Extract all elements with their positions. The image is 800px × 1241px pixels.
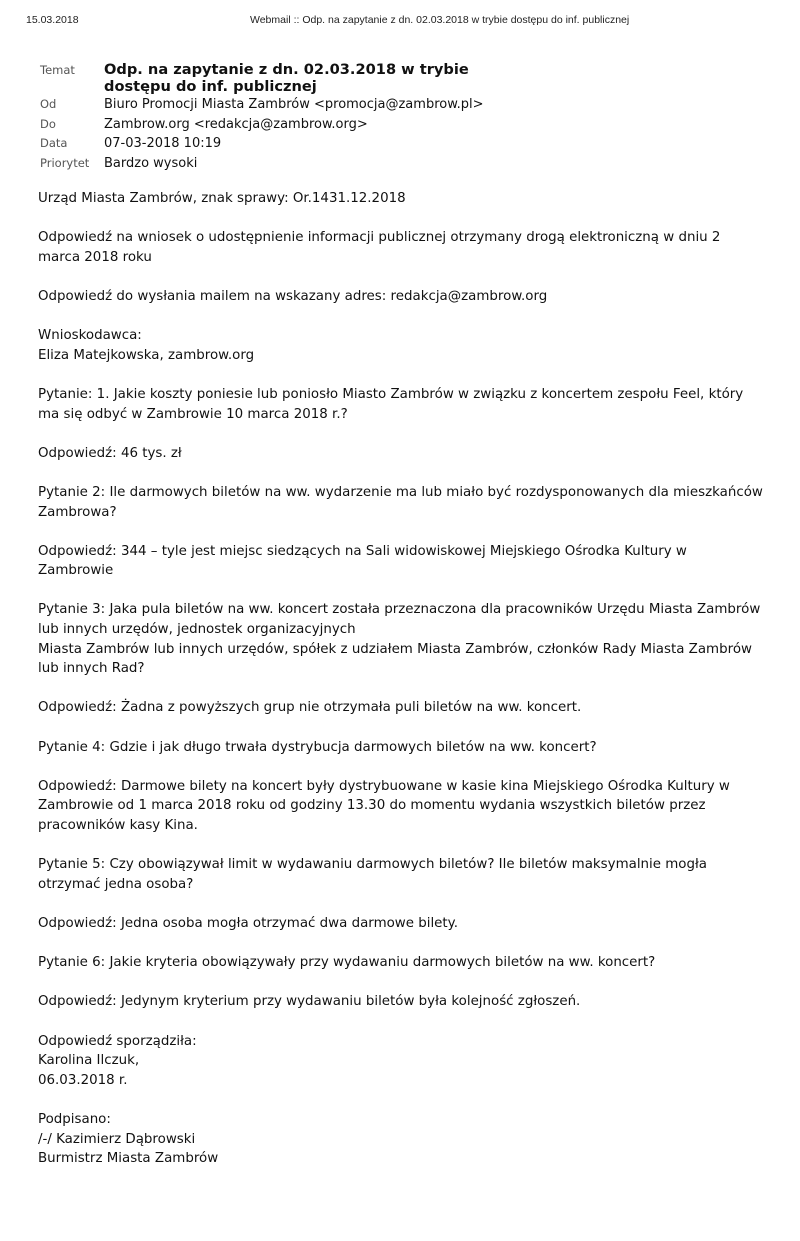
body-line: Pytanie 5: Czy obowiązywał limit w wydawaniu darmowych biletów? Ile biletów maksymalnie mogła — [38, 857, 708, 873]
subject-row — [40, 52, 760, 95]
priority-row — [40, 156, 760, 176]
date-label: Data — [40, 136, 68, 150]
body-line: Podpisano: — [38, 1111, 111, 1127]
to-label: Do — [40, 116, 56, 131]
print-date: 15.03.2018 — [26, 14, 79, 26]
subject-line: Odp. na zapytanie z dn. 02.03.2018 w trybie — [104, 61, 469, 78]
body-line: Miasta Zambrów lub innych urzędów, spółek z udziałem Miasta Zambrów, członków Rady Miasta Zambrów — [38, 641, 752, 657]
signature-block — [38, 1110, 778, 1169]
subject-line: dostępu do inf. publicznej — [104, 78, 317, 95]
body-line: Eliza Matejkowska, zambrow.org — [38, 347, 255, 363]
from-label: Od — [40, 97, 57, 111]
reference-paragraph — [38, 189, 778, 209]
body-line: Pytanie: 1. Jakie koszty poniesie lub poniosło Miasto Zambrów w związku z koncertem zespołu Feel, który — [38, 386, 744, 402]
print-header — [0, 14, 800, 28]
answer-5 — [38, 914, 778, 934]
body-line: Zambrowa? — [38, 504, 117, 520]
body-line: Burmistrz Miasta Zambrów — [38, 1151, 219, 1167]
question-2 — [38, 483, 778, 522]
question-4 — [38, 738, 778, 758]
body-line: Odpowiedź do wysłania mailem na wskazany adres: redakcja@zambrow.org — [38, 288, 548, 304]
body-line: Odpowiedź na wniosek o udostępnienie informacji publicznej otrzymany drogą elektroniczną w dniu 2 — [38, 230, 721, 246]
prepared-by — [38, 1032, 778, 1091]
message-headers — [40, 52, 760, 175]
body-line: Zambrowie — [38, 563, 114, 579]
from-value[interactable]: Biuro Promocji Miasta Zambrów <promocja@zambrow.pl> — [104, 97, 484, 112]
body-line: pracowników kasy Kina. — [38, 818, 198, 833]
answer-6 — [38, 992, 778, 1012]
question-3 — [38, 600, 778, 678]
body-line: marca 2018 roku — [38, 249, 152, 265]
subject-value — [104, 61, 469, 95]
to-row — [40, 117, 760, 137]
intro-paragraph — [38, 228, 778, 267]
answer-1 — [38, 444, 778, 464]
body-line: Odpowiedź: Jedynym kryterium przy wydawaniu biletów była kolejność zgłoszeń. — [38, 994, 581, 1010]
question-6 — [38, 953, 778, 973]
body-line: Karolina Ilczuk, — [38, 1053, 140, 1069]
body-line: Odpowiedź: 344 – tyle jest miejsc siedzących na Sali widowiskowej Miejskiego Ośrodka Kultury w — [38, 543, 687, 559]
question-1 — [38, 385, 778, 424]
body-line: lub innych Rad? — [38, 661, 145, 677]
applicant-paragraph — [38, 326, 778, 365]
body-line: Pytanie 2: Ile darmowych biletów na ww. wydarzenie ma lub miało być rozdysponowanych dla mieszkańców — [38, 484, 763, 500]
answer-4 — [38, 777, 778, 836]
message-body — [38, 189, 778, 1188]
body-line: /-/ Kazimierz Dąbrowski — [38, 1131, 196, 1147]
answer-2 — [38, 542, 778, 581]
body-line: otrzymać jedna osoba? — [38, 876, 194, 892]
body-line: Odpowiedź: 46 tys. zł — [38, 445, 182, 461]
body-line: lub innych urzędów, jednostek organizacyjnych — [38, 622, 356, 638]
priority-label: Priorytet — [40, 155, 90, 170]
answer-3 — [38, 698, 778, 718]
body-line: Odpowiedź: Darmowe bilety na koncert były dystrybuowane w kasie kina Miejskiego Ośrodka Kultury w — [38, 778, 730, 794]
body-line: Pytanie 4: Gdzie i jak długo trwała dystrybucja darmowych biletów na ww. koncert? — [38, 739, 597, 755]
body-line: 06.03.2018 r. — [38, 1072, 128, 1088]
date-row — [40, 136, 760, 156]
question-5 — [38, 855, 778, 894]
body-line: Odpowiedź: Jedna osoba mogła otrzymać dwa darmowe bilety. — [38, 915, 458, 931]
body-line: Pytanie 6: Jakie kryteria obowiązywały przy wydawaniu darmowych biletów na ww. koncert? — [38, 955, 656, 971]
body-line: Odpowiedź: Żadna z powyższych grup nie otrzymała puli biletów na ww. koncert. — [38, 700, 582, 716]
priority-value: Bardzo wysoki — [104, 155, 198, 171]
body-line: Pytanie 3: Jaka pula biletów na ww. koncert została przeznaczona dla pracowników Urzędu Miasta Zambrów — [38, 602, 761, 618]
body-line: Odpowiedź sporządziła: — [38, 1033, 197, 1049]
reply-address-paragraph — [38, 287, 778, 307]
body-line: Wnioskodawca: — [38, 328, 142, 344]
body-line: ma się odbyć w Zambrowie 10 marca 2018 r.? — [38, 406, 348, 422]
subject-label: Temat — [40, 63, 75, 77]
print-title: Webmail :: Odp. na zapytanie z dn. 02.03.2018 w trybie dostępu do inf. publicznej — [250, 14, 630, 26]
to-value[interactable]: Zambrow.org <redakcja@zambrow.org> — [104, 116, 368, 132]
from-row — [40, 97, 760, 117]
body-line: Urząd Miasta Zambrów, znak sprawy: Or.1431.12.2018 — [38, 191, 406, 206]
date-value: 07-03-2018 10:19 — [104, 136, 222, 151]
body-line: Zambrowie od 1 marca 2018 roku od godziny 13.30 do momentu wydania wszystkich biletów przez — [38, 798, 706, 814]
